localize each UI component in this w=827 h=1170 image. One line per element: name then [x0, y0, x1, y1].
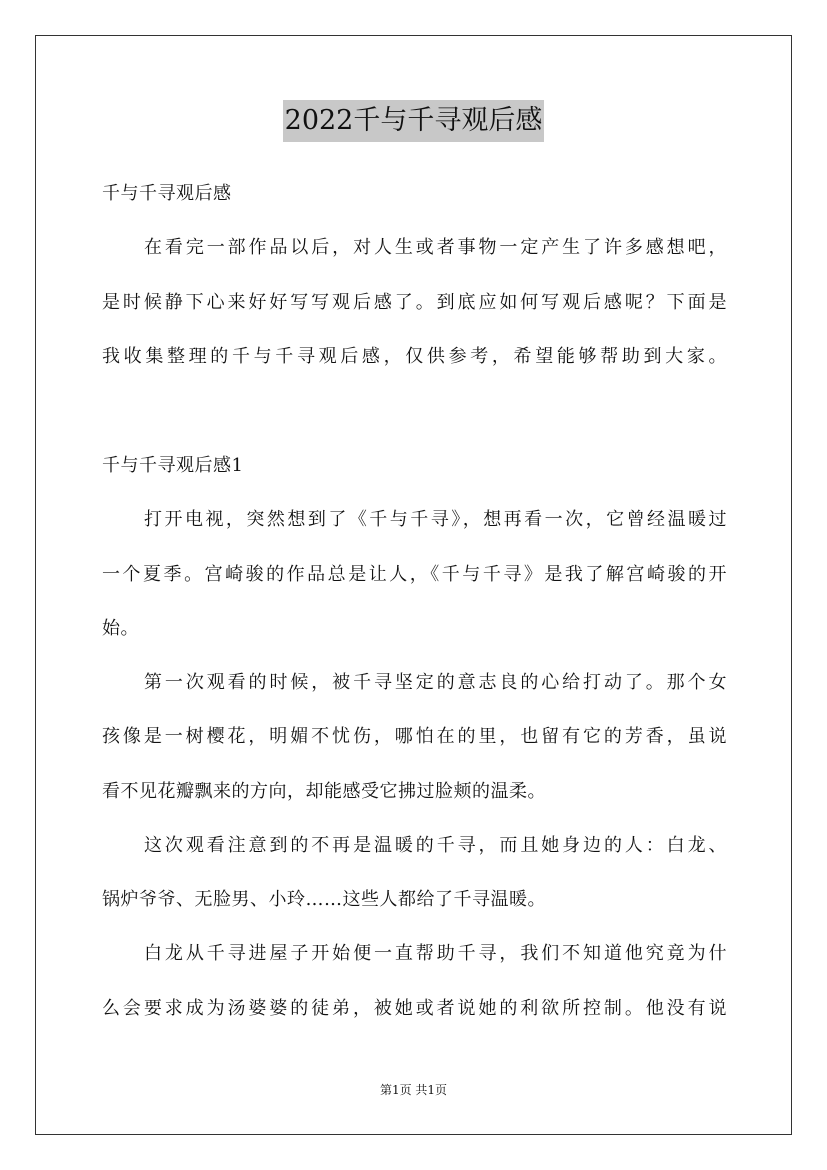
document-title: [0, 100, 827, 146]
p1-line-1: 打开电视，突然想到了《千与千寻》，想再看一次，它曾经温暖过: [144, 509, 727, 530]
page-number-footer: 第1页 共1页: [379, 1083, 448, 1097]
p2-line-1: 第一次观看的时候，被千寻坚定的意志良的心给打动了。那个女: [144, 672, 727, 693]
intro-line-1: 在看完一部作品以后，对人生或者事物一定产生了许多感想吧，: [144, 237, 727, 258]
p3-line-1: 这次观看注意到的不再是温暖的千寻，而且她身边的人：白龙、: [144, 835, 727, 856]
document-title-text: 2022千与千寻观后感: [283, 100, 545, 142]
p1-line-3: 始。: [102, 618, 139, 639]
p2-line-3: 看不见花瓣飘来的方向，却能感受它拂过脸颊的温柔。: [102, 781, 546, 802]
p1-line-2: 一个夏季。宫崎骏的作品总是让人，《千与千寻》是我了解宫崎骏的开: [102, 564, 727, 585]
section-heading-intro: 千与千寻观后感: [102, 183, 232, 204]
intro-line-3: 我收集整理的千与千寻观后感，仅供参考，希望能够帮助到大家。: [102, 346, 727, 367]
intro-line-2: 是时候静下心来好好写写观后感了。到底应如何写观后感呢？下面是: [102, 292, 727, 313]
p4-line-2: 么会要求成为汤婆婆的徒弟，被她或者说她的利欲所控制。他没有说: [102, 998, 727, 1019]
p2-line-2: 孩像是一树樱花，明媚不忧伤，哪怕在的里，也留有它的芳香，虽说: [102, 726, 727, 747]
section-heading-1: 千与千寻观后感1: [102, 455, 244, 476]
p3-line-2: 锅炉爷爷、无脸男、小玲……这些人都给了千寻温暖。: [102, 889, 546, 910]
p4-line-1: 白龙从千寻进屋子开始便一直帮助千寻，我们不知道他究竟为什: [144, 943, 727, 964]
